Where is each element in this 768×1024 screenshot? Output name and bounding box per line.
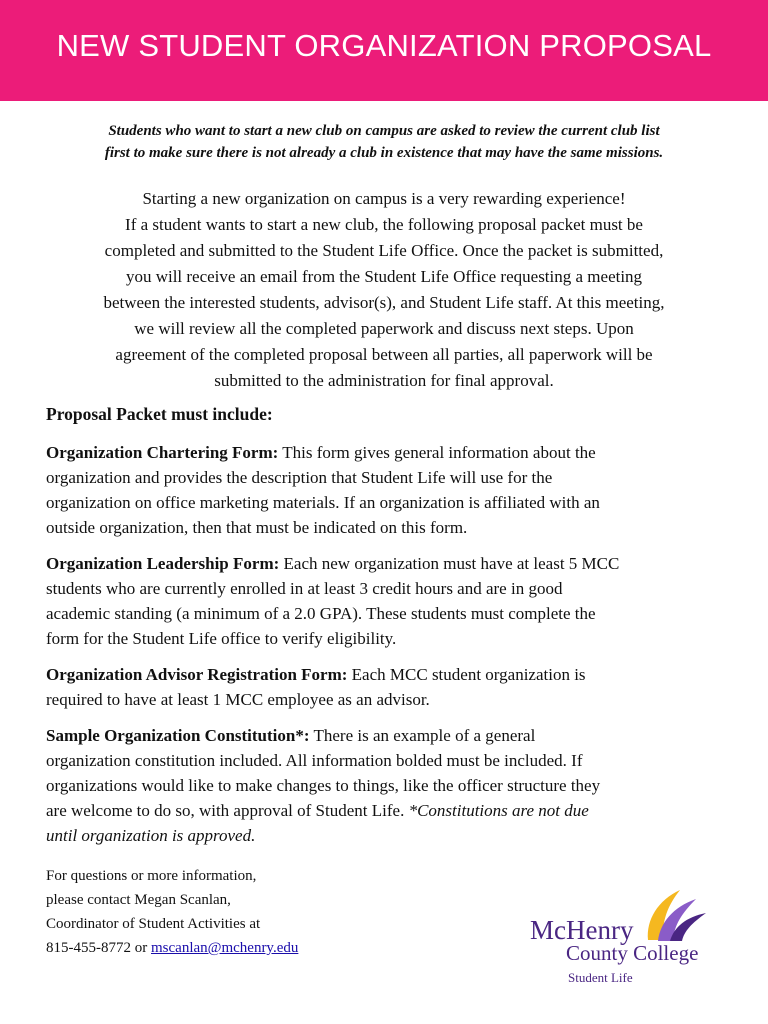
- logo-text-student-life: Student Life: [568, 970, 633, 985]
- intro-line: If a student wants to start a new club, the following proposal packet must be: [125, 215, 643, 234]
- section-line: [46, 440, 736, 465]
- section-line: organization constitution included. All information bolded must be included. If: [46, 751, 583, 770]
- contact-phone: 815-455-8772 or: [46, 940, 151, 956]
- section-chartering-form: [46, 440, 736, 540]
- intro-line: Starting a new organization on campus is a very rewarding experience!: [142, 189, 626, 208]
- packet-contents: [46, 402, 736, 859]
- section-text: This form gives general information about the: [278, 443, 596, 462]
- page-title: NEW STUDENT ORGANIZATION PROPOSAL: [56, 28, 712, 63]
- intro-paragraph: [40, 186, 728, 394]
- section-heading: Organization Chartering Form:: [46, 443, 279, 462]
- intro-line: submitted to the administration for final approval.: [214, 371, 554, 390]
- section-line: [46, 723, 736, 748]
- constitution-note: *Constitutions are not due: [408, 801, 589, 820]
- section-line: organization on office marketing materials. If an organization is affiliated with an: [46, 493, 600, 512]
- intro-line: we will review all the completed paperwork and discuss next steps. Upon: [134, 319, 634, 338]
- section-leadership-form: [46, 551, 736, 651]
- section-line: [46, 823, 736, 848]
- section-line: form for the Student Life office to verify eligibility.: [46, 629, 397, 648]
- section-text: Each new organization must have at least 5 MCC: [279, 554, 620, 573]
- section-line: required to have at least 1 MCC employee as an advisor.: [46, 690, 430, 709]
- college-logo: [528, 885, 728, 995]
- section-heading: Organization Leadership Form:: [46, 554, 280, 573]
- logo-text-mchenry: McHenry: [530, 915, 634, 945]
- section-text: Each MCC student organization is: [347, 665, 586, 684]
- section-line: students who are currently enrolled in at least 3 credit hours and are in good: [46, 579, 563, 598]
- section-constitution: [46, 723, 736, 848]
- intro-note-line: Students who want to start a new club on campus are asked to review the current club list: [108, 123, 660, 139]
- section-text: are welcome to do so, with approval of Student Life.: [46, 801, 409, 820]
- section-heading: Organization Advisor Registration Form:: [46, 665, 348, 684]
- section-line: organization and provides the description that Student Life will use for the: [46, 468, 553, 487]
- section-line: organizations would like to make changes to things, like the officer structure they: [46, 776, 601, 795]
- intro-note-line: first to make sure there is not already a club in existence that may have the same missions.: [104, 145, 664, 161]
- intro-line: between the interested students, advisor(s), and Student Life staff. At this meeting,: [103, 293, 665, 312]
- email-link[interactable]: mscanlan@mchenry.edu: [151, 940, 299, 956]
- contact-line: please contact Megan Scanlan,: [46, 892, 231, 908]
- header-banner: [0, 0, 768, 101]
- section-line: [46, 551, 736, 576]
- section-line: academic standing (a minimum of a 2.0 GPA). These students must complete the: [46, 604, 596, 623]
- section-line: outside organization, then that must be indicated on this form.: [46, 518, 468, 537]
- section-advisor-form: [46, 662, 736, 712]
- contact-info: [46, 864, 298, 960]
- contact-line: Coordinator of Student Activities at: [46, 916, 261, 932]
- intro-note: [40, 120, 728, 164]
- contact-line: For questions or more information,: [46, 868, 257, 884]
- section-heading: Sample Organization Constitution*:: [46, 726, 310, 745]
- section-line: [46, 662, 736, 687]
- intro-line: completed and submitted to the Student Life Office. Once the packet is submitted,: [104, 241, 664, 260]
- constitution-note: until organization is approved.: [46, 826, 256, 845]
- section-text: There is an example of a general: [309, 726, 536, 745]
- packet-heading: Proposal Packet must include:: [46, 404, 273, 424]
- intro-line: you will receive an email from the Student Life Office requesting a meeting: [125, 267, 643, 286]
- logo-text-county-college: County College: [566, 941, 699, 965]
- section-line: [46, 798, 736, 823]
- contact-line: [46, 936, 298, 960]
- intro-line: agreement of the completed proposal between all parties, all paperwork will be: [115, 345, 653, 364]
